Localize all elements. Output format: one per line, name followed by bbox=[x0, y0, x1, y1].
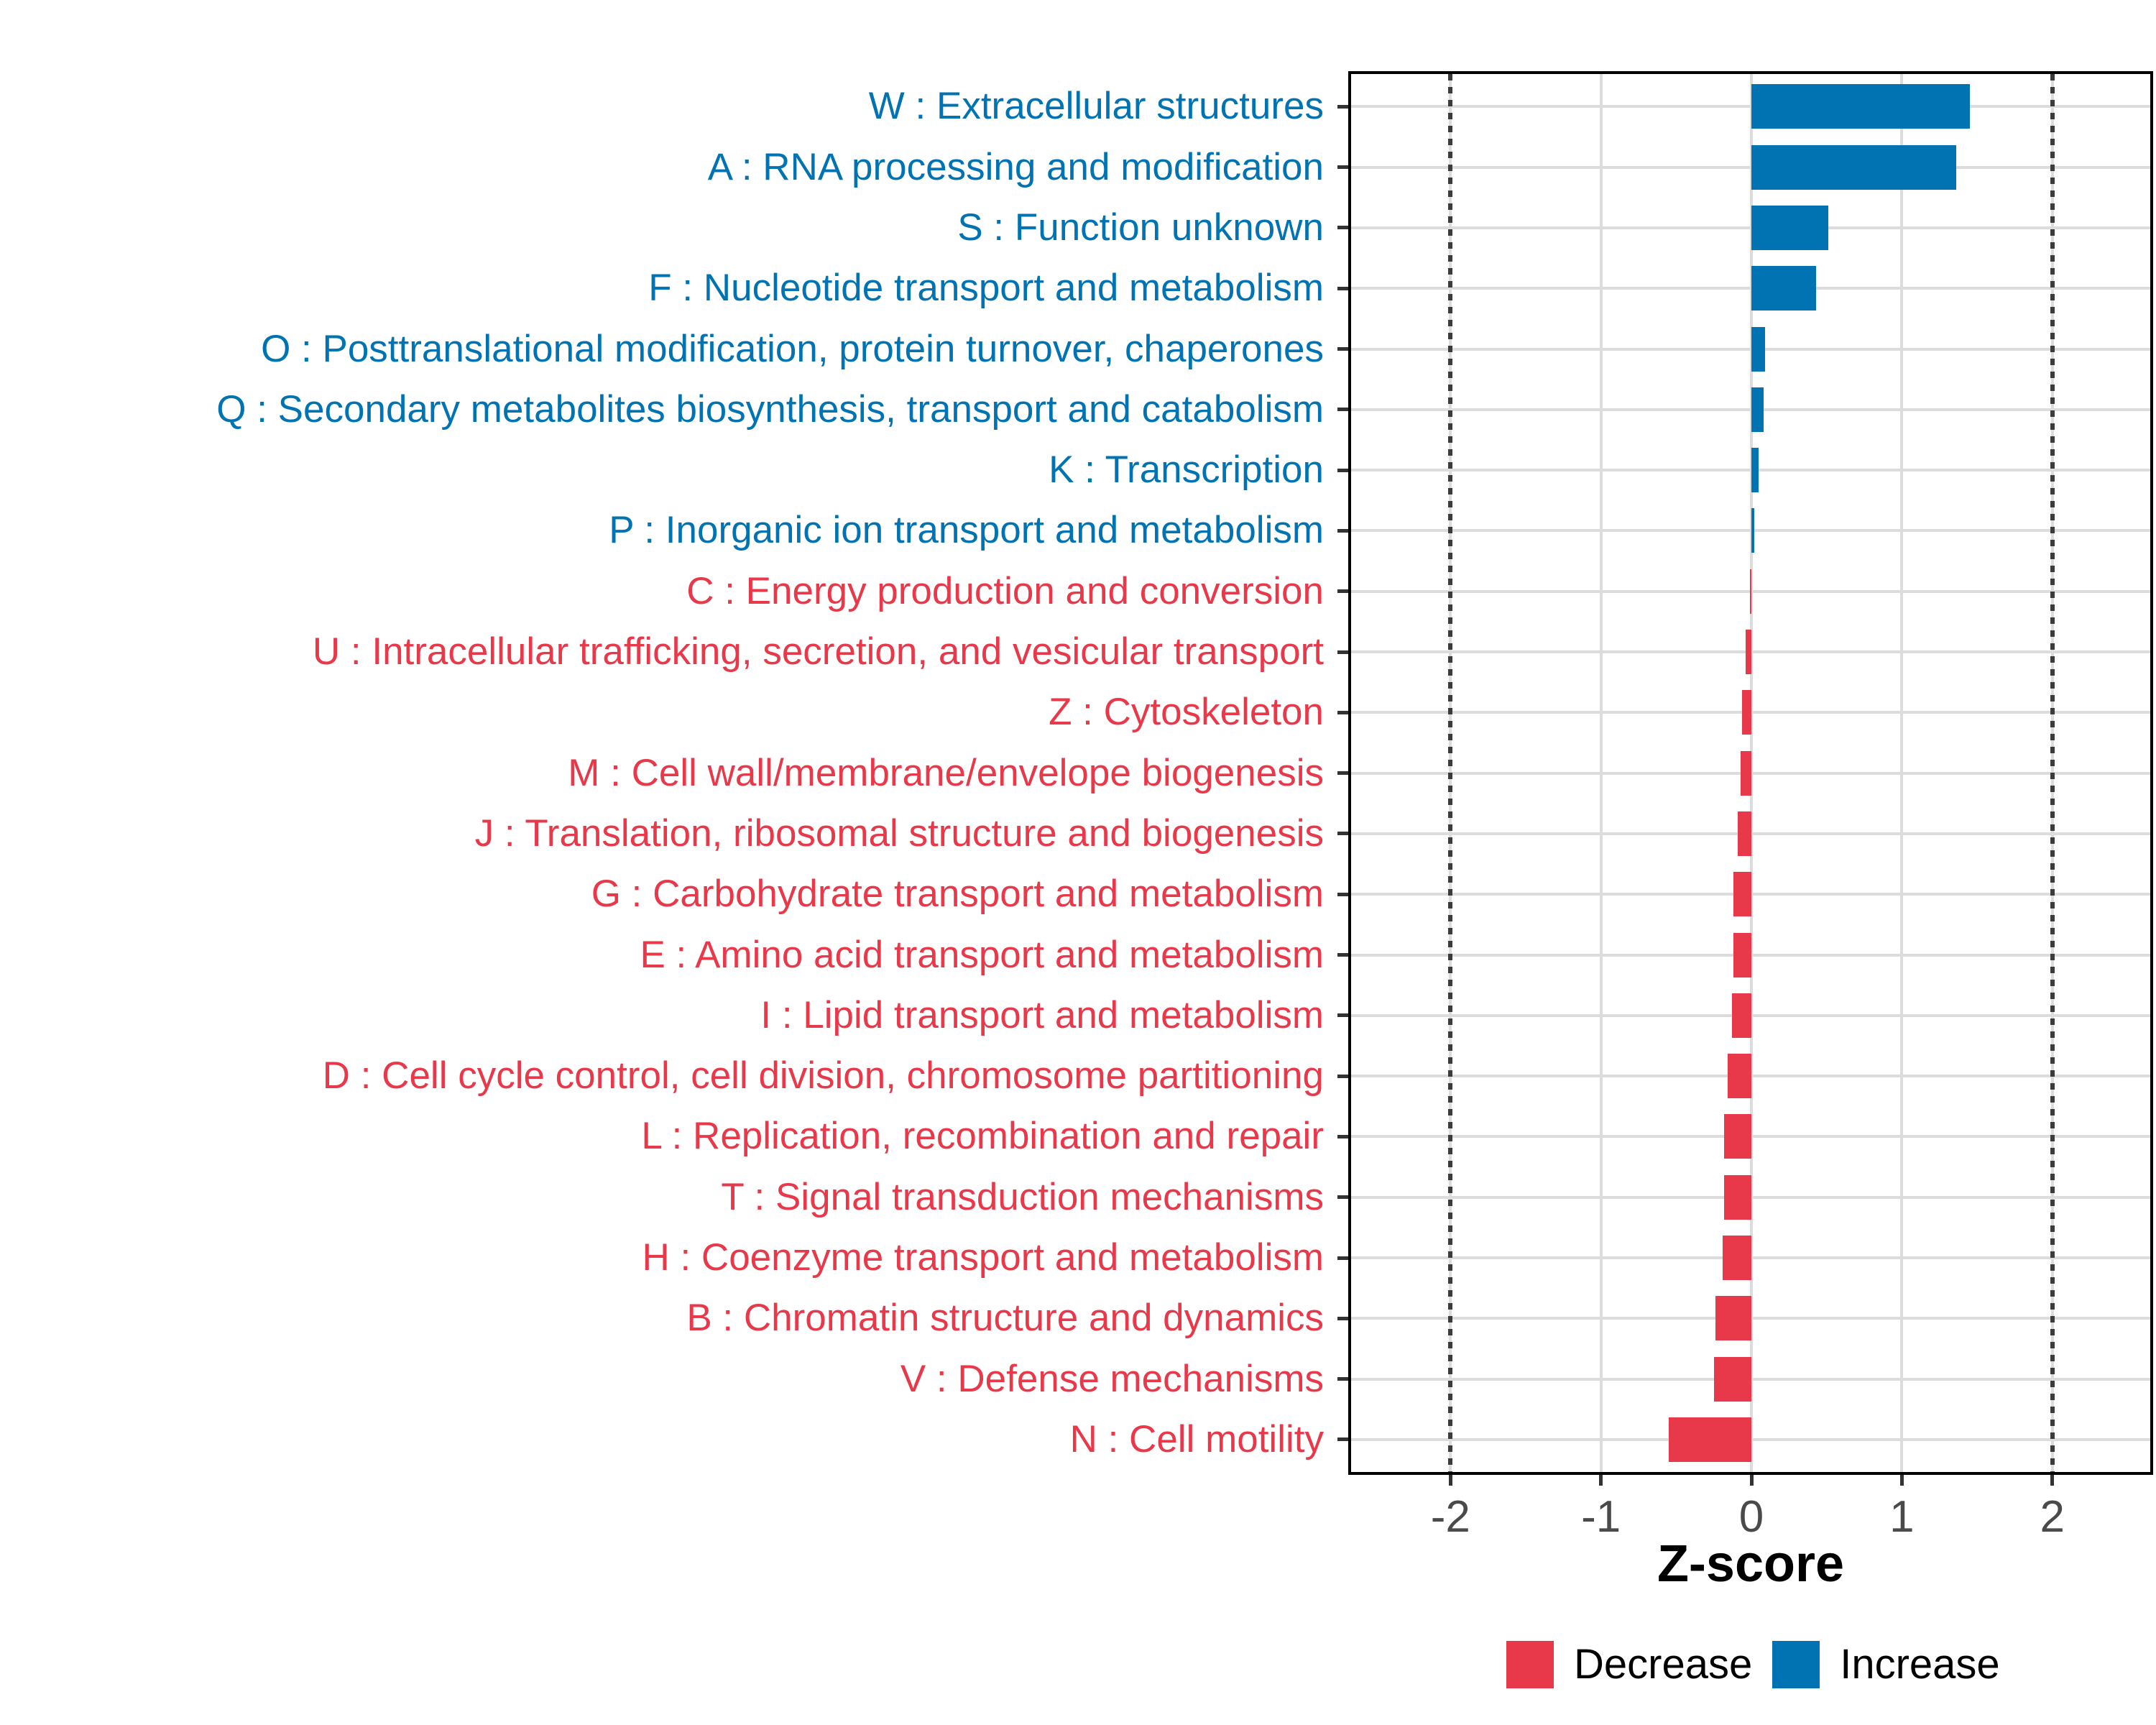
y-axis-label: U : Intracellular trafficking, secretion, and vesicular transport bbox=[312, 630, 1324, 673]
y-axis-label: B : Chromatin structure and dynamics bbox=[686, 1297, 1324, 1340]
x-tick-label: -1 bbox=[1581, 1492, 1621, 1542]
y-tick bbox=[1337, 469, 1348, 472]
x-tick bbox=[1599, 1475, 1603, 1486]
y-tick bbox=[1337, 1195, 1348, 1199]
y-tick bbox=[1337, 408, 1348, 411]
y-tick bbox=[1337, 1135, 1348, 1138]
y-axis-label: P : Inorganic ion transport and metabolism bbox=[609, 509, 1324, 552]
y-axis-label: G : Carbohydrate transport and metabolism bbox=[591, 873, 1324, 916]
legend-swatch-increase bbox=[1772, 1641, 1820, 1688]
y-axis-label: H : Coenzyme transport and metabolism bbox=[642, 1236, 1324, 1279]
legend-label-increase: Increase bbox=[1840, 1641, 2000, 1688]
y-axis-label: T : Signal transduction mechanisms bbox=[721, 1175, 1324, 1218]
y-tick bbox=[1337, 165, 1348, 169]
y-tick bbox=[1337, 105, 1348, 109]
y-tick bbox=[1337, 711, 1348, 714]
legend-swatch-decrease bbox=[1506, 1641, 1554, 1688]
y-tick bbox=[1337, 1256, 1348, 1260]
y-tick bbox=[1337, 1377, 1348, 1381]
x-tick bbox=[2050, 1475, 2054, 1486]
y-axis-label: A : RNA processing and modification bbox=[707, 145, 1324, 188]
y-tick bbox=[1337, 771, 1348, 775]
panel-border bbox=[1348, 71, 2153, 1475]
y-axis-label: Z : Cytoskeleton bbox=[1049, 691, 1324, 734]
y-tick bbox=[1337, 347, 1348, 351]
y-tick bbox=[1337, 589, 1348, 593]
y-tick bbox=[1337, 1317, 1348, 1320]
y-axis-label: E : Amino acid transport and metabolism bbox=[640, 933, 1324, 976]
y-axis-label: V : Defense mechanisms bbox=[900, 1357, 1324, 1400]
y-axis-label: I : Lipid transport and metabolism bbox=[760, 993, 1324, 1036]
y-tick bbox=[1337, 529, 1348, 533]
y-axis-label: K : Transcription bbox=[1049, 448, 1324, 492]
x-tick bbox=[1900, 1475, 1904, 1486]
y-axis-label: C : Energy production and conversion bbox=[686, 569, 1324, 612]
x-tick-label: 2 bbox=[2040, 1492, 2065, 1542]
y-tick bbox=[1337, 1013, 1348, 1017]
x-axis-title: Z-score bbox=[1657, 1535, 1845, 1593]
y-axis-label: O : Posttranslational modification, protein turnover, chaperones bbox=[261, 327, 1324, 370]
y-axis-label: L : Replication, recombination and repair bbox=[641, 1115, 1324, 1158]
x-tick bbox=[1449, 1475, 1452, 1486]
y-axis-label: J : Translation, ribosomal structure and biogenesis bbox=[474, 811, 1324, 855]
y-axis-label: F : Nucleotide transport and metabolism bbox=[648, 267, 1324, 310]
y-tick bbox=[1337, 287, 1348, 290]
x-tick bbox=[1750, 1475, 1754, 1486]
y-tick bbox=[1337, 832, 1348, 835]
y-tick bbox=[1337, 893, 1348, 896]
legend bbox=[1506, 1640, 2000, 1688]
x-tick-label: 1 bbox=[1889, 1492, 1915, 1542]
legend-label-decrease: Decrease bbox=[1574, 1641, 1753, 1688]
y-tick bbox=[1337, 650, 1348, 654]
y-tick bbox=[1337, 1075, 1348, 1078]
y-axis-label: M : Cell wall/membrane/envelope biogenesis bbox=[568, 751, 1324, 794]
y-axis-label: Q : Secondary metabolites biosynthesis, transport and catabolism bbox=[216, 387, 1324, 431]
y-axis-label: D : Cell cycle control, cell division, chromosome partitioning bbox=[322, 1054, 1324, 1098]
y-axis-label: N : Cell motility bbox=[1069, 1417, 1324, 1460]
y-tick bbox=[1337, 1438, 1348, 1441]
x-tick-label: -2 bbox=[1430, 1492, 1470, 1542]
y-tick bbox=[1337, 953, 1348, 957]
y-axis-label: W : Extracellular structures bbox=[868, 85, 1324, 128]
y-tick bbox=[1337, 226, 1348, 229]
x-tick-label: 0 bbox=[1738, 1492, 1764, 1542]
y-axis-label: S : Function unknown bbox=[957, 206, 1324, 249]
